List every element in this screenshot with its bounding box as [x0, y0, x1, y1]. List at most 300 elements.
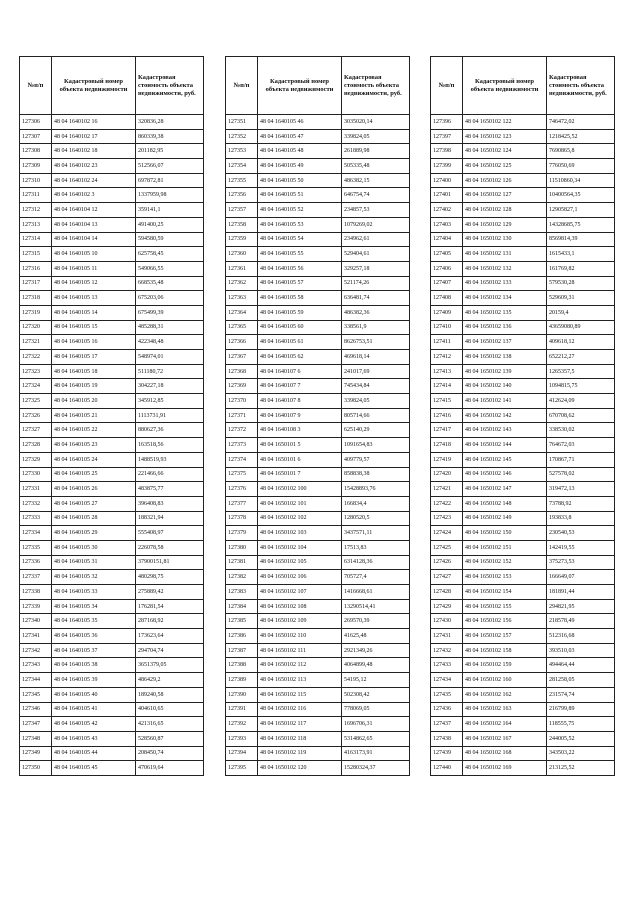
table-row	[226, 540, 410, 555]
row-number: 127417	[431, 423, 463, 438]
cadastral-cost: 412624,09	[547, 394, 615, 409]
cadastral-cost: 486382,36	[342, 305, 410, 320]
cadastral-number: 48 04 1650102 110	[258, 629, 342, 644]
table-row	[226, 599, 410, 614]
row-number: 127384	[226, 599, 258, 614]
cadastral-cost: 705727,4	[342, 570, 410, 585]
row-number: 127405	[431, 247, 463, 262]
cadastral-number: 48 04 1640105 29	[52, 526, 136, 541]
cadastral-cost: 529404,61	[342, 247, 410, 262]
cadastral-cost: 216799,89	[547, 702, 615, 717]
cadastral-cost: 511180,72	[136, 364, 204, 379]
cadastral-cost: 226078,58	[136, 540, 204, 555]
cadastral-number: 48 04 1650102 153	[463, 570, 547, 585]
table-row	[226, 291, 410, 306]
cadastral-number: 48 04 1640107 6	[258, 364, 342, 379]
table-row	[20, 305, 204, 320]
table-row	[431, 320, 615, 335]
table-row	[431, 585, 615, 600]
table-row	[226, 702, 410, 717]
cadastral-number: 48 04 1650102 135	[463, 305, 547, 320]
cadastral-cost: 201182,95	[136, 144, 204, 159]
cadastral-cost: 269570,39	[342, 614, 410, 629]
row-number: 127390	[226, 687, 258, 702]
cadastral-number: 48 04 1640105 14	[52, 305, 136, 320]
cadastral-cost: 213125,52	[547, 761, 615, 776]
cadastral-cost: 241017,69	[342, 364, 410, 379]
row-number: 127335	[20, 540, 52, 555]
cadastral-cost: 675499,39	[136, 305, 204, 320]
row-number: 127311	[20, 188, 52, 203]
header-cadastral-cost: Кадастровая стоимость объекта недвижимости, руб.	[136, 57, 204, 115]
cadastral-cost: 1079269,02	[342, 217, 410, 232]
row-number: 127329	[20, 452, 52, 467]
row-number: 127328	[20, 438, 52, 453]
cadastral-number: 48 04 1640105 43	[52, 731, 136, 746]
table-row	[226, 496, 410, 511]
table-row	[431, 731, 615, 746]
row-number: 127359	[226, 232, 258, 247]
row-number: 127412	[431, 350, 463, 365]
cadastral-number: 48 04 1640105 39	[52, 673, 136, 688]
table-row	[226, 320, 410, 335]
table-row	[431, 629, 615, 644]
cadastral-number: 48 04 1640105 52	[258, 203, 342, 218]
cadastral-number: 48 04 1650102 101	[258, 496, 342, 511]
cadastral-cost: 188321,94	[136, 511, 204, 526]
row-number: 127434	[431, 673, 463, 688]
row-number: 127363	[226, 291, 258, 306]
row-number: 127423	[431, 511, 463, 526]
cadastre-table-1	[19, 56, 204, 776]
row-number: 127361	[226, 261, 258, 276]
row-number: 127331	[20, 482, 52, 497]
cadastral-number: 48 04 1640105 51	[258, 188, 342, 203]
row-number: 127355	[226, 173, 258, 188]
cadastral-cost: 675203,06	[136, 291, 204, 306]
row-number: 127395	[226, 761, 258, 776]
table-row	[226, 717, 410, 732]
cadastral-number: 48 04 1640105 61	[258, 335, 342, 350]
cadastral-cost: 41625,48	[342, 629, 410, 644]
cadastral-number: 48 04 1650102 130	[463, 232, 547, 247]
cadastral-number: 48 04 1640105 15	[52, 320, 136, 335]
row-number: 127358	[226, 217, 258, 232]
row-number: 127366	[226, 335, 258, 350]
cadastral-cost: 1280520,5	[342, 511, 410, 526]
cadastral-number: 48 04 1650101 7	[258, 467, 342, 482]
table-row	[226, 467, 410, 482]
cadastral-cost: 1488519,93	[136, 452, 204, 467]
table-row	[226, 614, 410, 629]
table-row	[20, 438, 204, 453]
table-row	[20, 467, 204, 482]
table-row	[226, 305, 410, 320]
cadastral-cost: 142419,55	[547, 540, 615, 555]
cadastral-number: 48 04 1650102 148	[463, 496, 547, 511]
table-row	[20, 629, 204, 644]
cadastral-cost: 208450,74	[136, 746, 204, 761]
cadastral-number: 48 04 1650102 162	[463, 687, 547, 702]
cadastral-cost: 281258,05	[547, 673, 615, 688]
row-number: 127333	[20, 511, 52, 526]
cadastral-number: 48 04 1650102 132	[463, 261, 547, 276]
table-row	[226, 658, 410, 673]
cadastral-cost: 485288,31	[136, 320, 204, 335]
cadastral-cost: 181891,44	[547, 585, 615, 600]
cadastral-cost: 6314128,36	[342, 555, 410, 570]
row-number: 127322	[20, 350, 52, 365]
row-number: 127407	[431, 276, 463, 291]
row-number: 127310	[20, 173, 52, 188]
table-row	[431, 247, 615, 262]
cadastral-cost: 230540,53	[547, 526, 615, 541]
cadastral-number: 48 04 1640107 8	[258, 394, 342, 409]
header-number: №п/п	[226, 57, 258, 115]
cadastral-number: 48 04 1640104 14	[52, 232, 136, 247]
table-row	[226, 217, 410, 232]
row-number: 127439	[431, 746, 463, 761]
cadastral-number: 48 04 1650102 145	[463, 452, 547, 467]
row-number: 127435	[431, 687, 463, 702]
table-row	[226, 364, 410, 379]
table-row	[226, 144, 410, 159]
cadastral-cost: 339824,05	[342, 129, 410, 144]
row-number: 127312	[20, 203, 52, 218]
cadastral-number: 48 04 1650102 140	[463, 379, 547, 394]
row-number: 127360	[226, 247, 258, 262]
row-number: 127404	[431, 232, 463, 247]
cadastral-number: 48 04 1650102 167	[463, 731, 547, 746]
table-row	[431, 467, 615, 482]
row-number: 127388	[226, 658, 258, 673]
table-row	[20, 232, 204, 247]
cadastral-number: 48 04 1640105 44	[52, 746, 136, 761]
row-number: 127386	[226, 629, 258, 644]
cadastral-cost: 1416668,61	[342, 585, 410, 600]
cadastral-number: 48 04 1640105 38	[52, 658, 136, 673]
cadastral-cost: 359141,1	[136, 203, 204, 218]
table-row	[226, 452, 410, 467]
cadastral-number: 48 04 1640105 37	[52, 643, 136, 658]
table-row	[20, 129, 204, 144]
cadastral-cost: 375273,53	[547, 555, 615, 570]
row-number: 127377	[226, 496, 258, 511]
cadastral-number: 48 04 1650102 129	[463, 217, 547, 232]
table-row	[431, 144, 615, 159]
table-row	[226, 379, 410, 394]
row-number: 127337	[20, 570, 52, 585]
cadastral-cost: 746472,02	[547, 115, 615, 130]
cadastral-number: 48 04 1650102 146	[463, 467, 547, 482]
table-row	[20, 276, 204, 291]
table-row	[20, 188, 204, 203]
cadastral-cost: 43659080,89	[547, 320, 615, 335]
cadastral-number: 48 04 1650102 108	[258, 599, 342, 614]
row-number: 127340	[20, 614, 52, 629]
cadastral-number: 48 04 1650102 150	[463, 526, 547, 541]
cadastral-number: 48 04 1650102 105	[258, 555, 342, 570]
cadastral-cost: 396408,83	[136, 496, 204, 511]
cadastral-cost: 404610,65	[136, 702, 204, 717]
cadastral-number: 48 04 1650102 151	[463, 540, 547, 555]
header-number: №п/п	[431, 57, 463, 115]
cadastral-cost: 512566,07	[136, 159, 204, 174]
table-row	[20, 482, 204, 497]
row-number: 127401	[431, 188, 463, 203]
table-row	[226, 173, 410, 188]
cadastral-cost: 176281,54	[136, 599, 204, 614]
cadastral-number: 48 04 1650102 134	[463, 291, 547, 306]
table-row	[226, 203, 410, 218]
cadastral-number: 48 04 1640105 19	[52, 379, 136, 394]
row-number: 127349	[20, 746, 52, 761]
row-number: 127348	[20, 731, 52, 746]
row-number: 127394	[226, 746, 258, 761]
row-number: 127431	[431, 629, 463, 644]
cadastral-number: 48 04 1650102 106	[258, 570, 342, 585]
cadastre-table-3	[430, 56, 615, 776]
row-number: 127338	[20, 585, 52, 600]
table-row	[20, 658, 204, 673]
table-row	[226, 335, 410, 350]
cadastral-cost: 527578,02	[547, 467, 615, 482]
table-row	[20, 746, 204, 761]
cadastral-number: 48 04 1650102 133	[463, 276, 547, 291]
cadastral-number: 48 04 1640105 54	[258, 232, 342, 247]
table-row	[226, 526, 410, 541]
row-number: 127313	[20, 217, 52, 232]
cadastral-cost: 697872,81	[136, 173, 204, 188]
cadastral-cost: 189240,58	[136, 687, 204, 702]
cadastral-number: 48 04 1650102 116	[258, 702, 342, 717]
row-number: 127424	[431, 526, 463, 541]
cadastral-number: 48 04 1640102 3	[52, 188, 136, 203]
table-row	[20, 731, 204, 746]
row-number: 127403	[431, 217, 463, 232]
cadastral-cost: 529609,31	[547, 291, 615, 306]
row-number: 127357	[226, 203, 258, 218]
table-row	[20, 291, 204, 306]
cadastral-cost: 579530,28	[547, 276, 615, 291]
cadastral-number: 48 04 1640105 16	[52, 335, 136, 350]
cadastral-cost: 528560,87	[136, 731, 204, 746]
cadastral-cost: 343503,22	[547, 746, 615, 761]
cadastral-cost: 625140,29	[342, 423, 410, 438]
cadastral-number: 48 04 1640105 42	[52, 717, 136, 732]
table-row	[226, 129, 410, 144]
cadastral-number: 48 04 1640105 23	[52, 438, 136, 453]
table-row	[20, 585, 204, 600]
row-number: 127414	[431, 379, 463, 394]
cadastral-cost: 294704,74	[136, 643, 204, 658]
cadastral-cost: 486382,15	[342, 173, 410, 188]
row-number: 127324	[20, 379, 52, 394]
table-row	[226, 438, 410, 453]
row-number: 127356	[226, 188, 258, 203]
cadastral-number: 48 04 1650102 149	[463, 511, 547, 526]
cadastral-number: 48 04 1640105 22	[52, 423, 136, 438]
row-number: 127437	[431, 717, 463, 732]
cadastral-number: 48 04 1650102 142	[463, 408, 547, 423]
cadastral-cost: 345912,85	[136, 394, 204, 409]
row-number: 127402	[431, 203, 463, 218]
cadastral-cost: 161769,82	[547, 261, 615, 276]
row-number: 127433	[431, 658, 463, 673]
row-number: 127351	[226, 115, 258, 130]
table-row	[20, 526, 204, 541]
cadastral-cost: 287168,92	[136, 614, 204, 629]
row-number: 127378	[226, 511, 258, 526]
table-row	[431, 717, 615, 732]
cadastral-cost: 3437571,11	[342, 526, 410, 541]
cadastral-number: 48 04 1640105 40	[52, 687, 136, 702]
cadastral-cost: 409618,12	[547, 335, 615, 350]
cadastral-number: 48 04 1650102 100	[258, 482, 342, 497]
cadastral-cost: 625758,45	[136, 247, 204, 262]
row-number: 127427	[431, 570, 463, 585]
table-row	[20, 320, 204, 335]
row-number: 127342	[20, 643, 52, 658]
cadastral-cost: 166649,07	[547, 570, 615, 585]
table-row	[20, 570, 204, 585]
cadastral-number: 48 04 1640105 48	[258, 144, 342, 159]
row-number: 127327	[20, 423, 52, 438]
table-row	[431, 364, 615, 379]
table-row	[431, 408, 615, 423]
cadastral-cost: 745434,84	[342, 379, 410, 394]
cadastral-number: 48 04 1650102 156	[463, 614, 547, 629]
cadastral-number: 48 04 1640105 26	[52, 482, 136, 497]
row-number: 127336	[20, 555, 52, 570]
row-number: 127420	[431, 467, 463, 482]
table-row	[226, 408, 410, 423]
cadastral-number: 48 04 1650102 136	[463, 320, 547, 335]
cadastral-number: 48 04 1640105 30	[52, 540, 136, 555]
row-number: 127416	[431, 408, 463, 423]
row-number: 127376	[226, 482, 258, 497]
table-row	[431, 173, 615, 188]
cadastral-number: 48 04 1640105 13	[52, 291, 136, 306]
cadastral-number: 48 04 1640102 16	[52, 115, 136, 130]
cadastral-cost: 37900151,81	[136, 555, 204, 570]
cadastral-cost: 8626753,51	[342, 335, 410, 350]
cadastral-cost: 480298,75	[136, 570, 204, 585]
cadastral-cost: 502308,42	[342, 687, 410, 702]
cadastral-cost: 1696706,31	[342, 717, 410, 732]
cadastral-cost: 20159,4	[547, 305, 615, 320]
table-row	[226, 570, 410, 585]
cadastral-number: 48 04 1650102 122	[463, 115, 547, 130]
cadastral-number: 48 04 1650102 112	[258, 658, 342, 673]
cadastral-number: 48 04 1640105 10	[52, 247, 136, 262]
row-number: 127398	[431, 144, 463, 159]
table-row	[431, 423, 615, 438]
row-number: 127341	[20, 629, 52, 644]
cadastral-cost: 320836,28	[136, 115, 204, 130]
cadastral-number: 48 04 1640105 21	[52, 408, 136, 423]
cadastral-cost: 234857,53	[342, 203, 410, 218]
cadastral-number: 48 04 1640105 33	[52, 585, 136, 600]
cadastral-cost: 421316,65	[136, 717, 204, 732]
cadastral-cost: 668535,48	[136, 276, 204, 291]
cadastral-cost: 505335,48	[342, 159, 410, 174]
table-row	[226, 585, 410, 600]
cadastral-cost: 483875,77	[136, 482, 204, 497]
cadastral-cost: 776050,69	[547, 159, 615, 174]
cadastral-number: 48 04 1640102 24	[52, 173, 136, 188]
row-number: 127421	[431, 482, 463, 497]
table-row	[431, 129, 615, 144]
cadastral-cost: 338530,02	[547, 423, 615, 438]
cadastral-number: 48 04 1640105 49	[258, 159, 342, 174]
cadastral-number: 48 04 1640105 20	[52, 394, 136, 409]
table-row	[226, 673, 410, 688]
table-row	[226, 115, 410, 130]
table-row	[20, 115, 204, 130]
row-number: 127406	[431, 261, 463, 276]
row-number: 127306	[20, 115, 52, 130]
cadastral-number: 48 04 1650102 127	[463, 188, 547, 203]
cadastral-cost: 548974,01	[136, 350, 204, 365]
table-row	[431, 276, 615, 291]
cadastral-cost: 218578,49	[547, 614, 615, 629]
table-row	[431, 217, 615, 232]
cadastral-number: 48 04 1650102 117	[258, 717, 342, 732]
cadastral-number: 48 04 1650102 120	[258, 761, 342, 776]
table-row	[226, 687, 410, 702]
table-row	[20, 335, 204, 350]
row-number: 127387	[226, 643, 258, 658]
cadastral-cost: 858838,38	[342, 467, 410, 482]
table-row	[431, 232, 615, 247]
cadastral-number: 48 04 1650102 126	[463, 173, 547, 188]
cadastral-number: 48 04 1650102 154	[463, 585, 547, 600]
table-row	[431, 673, 615, 688]
table-row	[431, 350, 615, 365]
row-number: 127368	[226, 364, 258, 379]
table-row	[431, 540, 615, 555]
cadastral-cost: 275889,42	[136, 585, 204, 600]
cadastral-number: 48 04 1650102 128	[463, 203, 547, 218]
cadastral-cost: 221466,66	[136, 467, 204, 482]
table-row	[20, 614, 204, 629]
row-number: 127382	[226, 570, 258, 585]
table-row	[431, 570, 615, 585]
table-row	[431, 761, 615, 776]
cadastral-number: 48 04 1640104 12	[52, 203, 136, 218]
cadastral-number: 48 04 1640104 13	[52, 217, 136, 232]
cadastral-number: 48 04 1650102 102	[258, 511, 342, 526]
row-number: 127438	[431, 731, 463, 746]
row-number: 127365	[226, 320, 258, 335]
cadastral-number: 48 04 1650102 111	[258, 643, 342, 658]
cadastral-cost: 469618,14	[342, 350, 410, 365]
cadastral-number: 48 04 1650101 6	[258, 452, 342, 467]
row-number: 127409	[431, 305, 463, 320]
row-number: 127430	[431, 614, 463, 629]
cadastral-number: 48 04 1640105 24	[52, 452, 136, 467]
table-row	[20, 350, 204, 365]
cadastral-cost: 1265357,5	[547, 364, 615, 379]
table-row	[431, 614, 615, 629]
cadastral-cost: 173623,64	[136, 629, 204, 644]
table-row	[20, 599, 204, 614]
row-number: 127436	[431, 702, 463, 717]
cadastral-number: 48 04 1650102 107	[258, 585, 342, 600]
cadastral-cost: 17513,83	[342, 540, 410, 555]
table-row	[20, 452, 204, 467]
